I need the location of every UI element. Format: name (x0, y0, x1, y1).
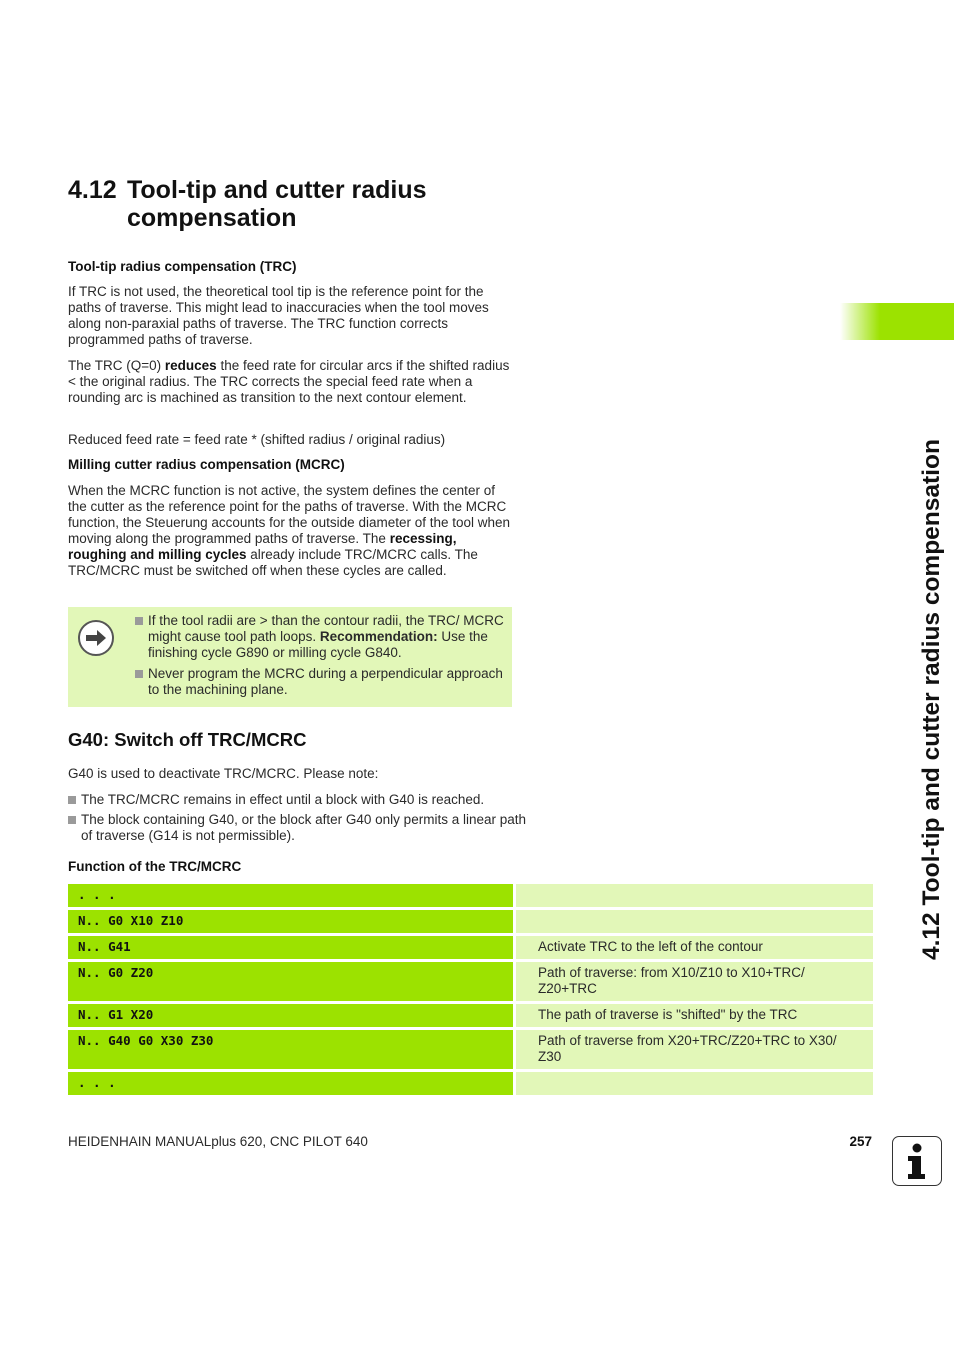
title-line-1: Tool-tip and cutter radius (127, 176, 427, 204)
table-row (68, 1030, 873, 1069)
description-cell (516, 1072, 873, 1095)
code-cell: N.. G1 X20 (68, 1004, 513, 1027)
table-row (68, 962, 873, 1001)
bullet-square-icon (135, 670, 143, 678)
mcrc-paragraph: When the MCRC function is not active, the system defines the center of the cutter as the reference point for the paths of traverse. With the MCRC function, the Steuerung accounts for the outside diameter of the tool when moving along the programmed paths of traverse. The recessing, roughing and milling cycles already include TRC/MCRC calls. The TRC/MCRC must be switched off when these cycles are called. (68, 483, 511, 578)
list-item: The block containing G40, or the block after G40 only permits a linear path of traverse (G14 is not permissible). (68, 812, 526, 844)
description-cell: Path of traverse from X20+TRC/Z20+TRC to X30/ Z30 (516, 1030, 873, 1069)
arrow-right-icon (78, 620, 114, 656)
bullet-square-icon (68, 816, 76, 824)
table-row (68, 1072, 873, 1095)
function-subheading: Function of the TRC/MCRC (68, 859, 242, 874)
side-tab-marker (880, 303, 954, 340)
table-row (68, 936, 873, 959)
trc-paragraph-1: If TRC is not used, the theoretical tool tip is the reference point for the paths of traverse. This might lead to inaccuracies when the tool moves along non-paraxial paths of traverse. The TRC function corrects programmed paths of traverse. (68, 284, 489, 347)
code-cell: N.. G0 Z20 (68, 962, 513, 1001)
table-row (68, 910, 873, 933)
side-tab-fade (840, 303, 880, 340)
code-cell: N.. G0 X10 Z10 (68, 910, 513, 933)
info-icon (892, 1136, 942, 1186)
description-cell: The path of traverse is "shifted" by the TRC (516, 1004, 873, 1027)
g40-heading: G40: Switch off TRC/MCRC (68, 729, 307, 750)
page-number: 257 (849, 1134, 872, 1149)
code-cell: . . . (68, 884, 513, 907)
code-cell: N.. G40 G0 X30 Z30 (68, 1030, 513, 1069)
trc-paragraph-2: The TRC (Q=0) reduces the feed rate for circular arcs if the shifted radius < the original radius. The TRC corrects the special feed rate when a rounding arc is machined as transition to the next contour element. (68, 358, 510, 405)
description-cell: Activate TRC to the left of the contour (516, 936, 873, 959)
footer-text: HEIDENHAIN MANUALplus 620, CNC PILOT 640 (68, 1134, 368, 1149)
description-cell (516, 884, 873, 907)
function-table (68, 884, 873, 1098)
description-cell: Path of traverse: from X10/Z10 to X10+TRC/ Z20+TRC (516, 962, 873, 1001)
note-item: If the tool radii are > than the contour radii, the TRC/ MCRC might cause tool path loops. Recommendation: Use the finishing cycle G890 or milling cycle G840. (134, 613, 504, 661)
code-cell: . . . (68, 1072, 513, 1095)
bullet-square-icon (135, 617, 143, 625)
table-row (68, 1004, 873, 1027)
g40-bullet-list (68, 792, 526, 844)
trc-formula: Reduced feed rate = feed rate * (shifted radius / original radius) (68, 432, 446, 447)
g40-intro: G40 is used to deactivate TRC/MCRC. Please note: (68, 766, 379, 781)
description-cell (516, 910, 873, 933)
note-box (68, 607, 512, 707)
page-title (68, 176, 528, 232)
bullet-square-icon (68, 796, 76, 804)
title-line-2: compensation (127, 204, 297, 232)
note-item: Never program the MCRC during a perpendicular approach to the machining plane. (134, 666, 504, 698)
section-number: 4.12 (68, 176, 117, 204)
list-item: The TRC/MCRC remains in effect until a block with G40 is reached. (68, 792, 526, 808)
table-row (68, 884, 873, 907)
trc-subheading: Tool-tip radius compensation (TRC) (68, 259, 297, 274)
mcrc-subheading: Milling cutter radius compensation (MCRC) (68, 457, 345, 472)
code-cell: N.. G41 (68, 936, 513, 959)
side-chapter-title: 4.12 Tool-tip and cutter radius compensation (918, 439, 945, 960)
